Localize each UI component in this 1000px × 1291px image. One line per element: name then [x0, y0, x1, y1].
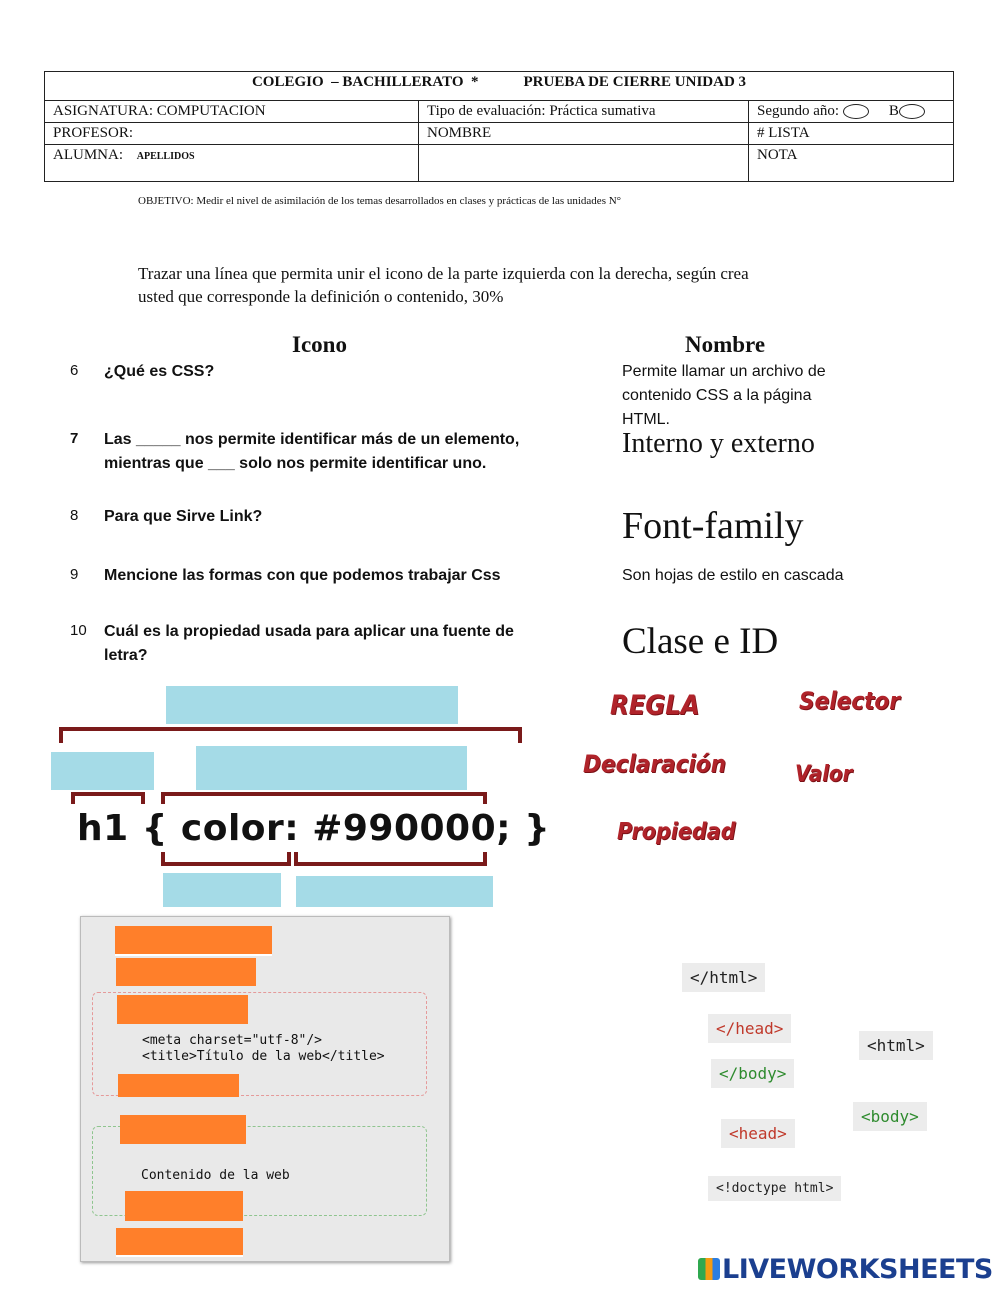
- answer-option[interactable]: Interno y externo: [622, 428, 815, 459]
- instructions-text: Trazar una línea que permita unir el icono de la parte izquierda con la derecha, según crea usted que corresponde la definición o contenido, 30%: [138, 264, 749, 306]
- logo-icon: [698, 1258, 720, 1280]
- selector-bracket: [71, 792, 145, 804]
- rule-bracket: [59, 727, 522, 743]
- question-number: 8: [70, 507, 79, 524]
- student-name-input[interactable]: [419, 145, 749, 182]
- drop-blank-selector[interactable]: [51, 752, 154, 790]
- option-a-circle[interactable]: [843, 104, 869, 119]
- drop-blank-html-6[interactable]: [125, 1191, 243, 1221]
- column-heading-icon: Icono: [292, 332, 347, 357]
- drop-blank-html-3[interactable]: [117, 995, 248, 1024]
- question-text[interactable]: Mencione las formas con que podemos trabajar Css: [104, 567, 501, 584]
- drop-blank-html-2[interactable]: [116, 958, 256, 986]
- option-b-label: B: [888, 103, 899, 119]
- year-cell: [749, 101, 954, 123]
- drag-tag-close-html[interactable]: </html>: [682, 963, 765, 992]
- drop-blank-html-1[interactable]: [115, 926, 272, 956]
- header-table: [44, 71, 954, 182]
- drag-tag-close-head[interactable]: </head>: [708, 1014, 791, 1043]
- drag-tag-close-body[interactable]: </body>: [711, 1059, 794, 1088]
- header-title: COLEGIO – BACHILLERATO * PRUEBA DE CIERRE UNIDAD 3: [45, 72, 954, 101]
- drag-tag-open-body[interactable]: <body>: [853, 1102, 927, 1131]
- answer-option[interactable]: Permite llamar un archivo de contenido CSS a la página HTML.: [622, 363, 826, 428]
- teacher-cell: PROFESOR:: [45, 123, 419, 145]
- name-cell: NOMBRE: [419, 123, 749, 145]
- question-number: 6: [70, 362, 79, 379]
- option-b-circle[interactable]: [899, 104, 925, 119]
- answer-option[interactable]: Font-family: [622, 505, 804, 547]
- grade-cell: NOTA: [749, 145, 954, 182]
- title-line: <title>Título de la web</title>: [142, 1049, 385, 1064]
- column-heading-name: Nombre: [685, 332, 766, 357]
- subject-cell: ASIGNATURA: COMPUTACION: [45, 101, 419, 123]
- drop-blank-declaration[interactable]: [196, 746, 467, 790]
- drag-word-declaracion[interactable]: Declaración: [583, 750, 727, 778]
- value-bracket: [294, 852, 487, 866]
- drag-tag-open-html[interactable]: <html>: [859, 1031, 933, 1060]
- declaration-bracket: [161, 792, 487, 804]
- drop-blank-html-5[interactable]: [120, 1115, 246, 1144]
- drop-blank-html-7[interactable]: [116, 1228, 243, 1257]
- objective-text: OBJETIVO: Medir el nivel de asimilación de los temas desarrollados en clases y prácticas de las unidades N°: [138, 195, 622, 207]
- drop-blank-html-4[interactable]: [118, 1074, 239, 1097]
- list-number-cell: # LISTA: [749, 123, 954, 145]
- question-number: 7: [70, 430, 79, 447]
- meta-line: <meta charset="utf-8"/>: [142, 1033, 323, 1048]
- question-number: 10: [70, 622, 87, 639]
- drag-word-selector[interactable]: Selector: [799, 687, 900, 715]
- eval-type-cell: Tipo de evaluación: Práctica sumativa: [419, 101, 749, 123]
- drag-word-valor[interactable]: Valor: [795, 762, 853, 787]
- question-text[interactable]: Las _____ nos permite identificar más de un elemento, mientras que ___ solo nos permite identificar uno.: [104, 431, 520, 472]
- year-label: Segundo año:: [757, 103, 840, 119]
- drag-word-propiedad[interactable]: Propiedad: [617, 819, 736, 845]
- question-text[interactable]: Cuál es la propiedad usada para aplicar una fuente de letra?: [104, 623, 514, 664]
- logo-text: LIVEWORKSHEETS: [722, 1254, 993, 1285]
- answer-option[interactable]: Clase e ID: [622, 621, 779, 662]
- drag-tag-open-head[interactable]: <head>: [721, 1119, 795, 1148]
- drop-blank-value[interactable]: [296, 876, 493, 907]
- drop-blank-property[interactable]: [163, 873, 281, 907]
- body-content-line: Contenido de la web: [141, 1168, 290, 1183]
- drag-word-regla[interactable]: REGLA: [610, 690, 700, 721]
- student-cell: [45, 145, 419, 182]
- liveworksheets-logo: [698, 1254, 993, 1285]
- css-rule-code: h1 { color: #990000; }: [77, 808, 551, 849]
- question-text[interactable]: ¿Qué es CSS?: [104, 363, 215, 380]
- surname-label: APELLIDOS: [136, 151, 195, 162]
- property-bracket: [161, 852, 291, 866]
- drop-blank-rule[interactable]: [166, 686, 458, 724]
- answer-option[interactable]: Son hojas de estilo en cascada: [622, 567, 844, 584]
- drag-tag-doctype[interactable]: <!doctype html>: [708, 1176, 841, 1201]
- question-text[interactable]: Para que Sirve Link?: [104, 508, 263, 525]
- question-number: 9: [70, 566, 79, 583]
- student-label: ALUMNA:: [53, 147, 123, 163]
